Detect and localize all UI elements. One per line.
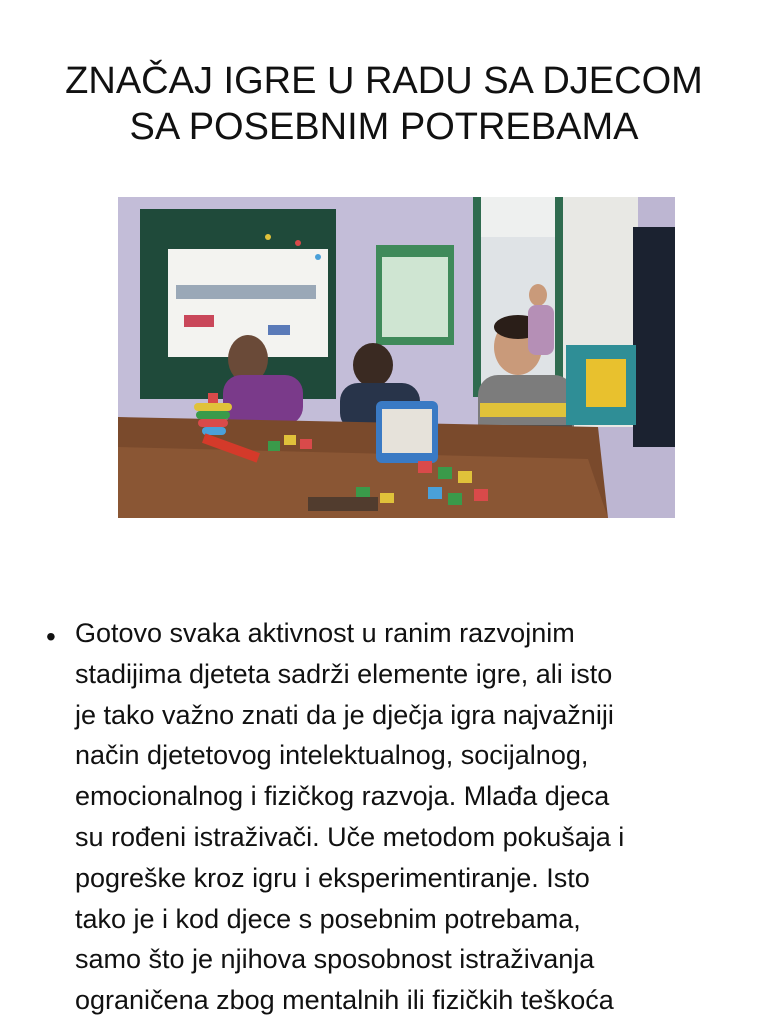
bullet-line-8: tako je i kod djece s posebnim potrebama, — [75, 903, 581, 934]
bullet-line-3: je tako važno znati da je dječja igra najvažniji — [75, 699, 614, 730]
bullet-line-7: pogreške kroz igru i eksperimentiranje. Isto — [75, 862, 590, 893]
bullet-line-9: samo što je njihova sposobnost istraživanja — [75, 944, 595, 975]
bullet-text — [75, 613, 735, 1021]
bullet-line-6: su rođeni istraživači. Uče metodom pokušaja i — [75, 821, 625, 852]
bullet-line-4: način djetetovog intelektualnog, socijalnog, — [75, 740, 589, 771]
slide-title-line-1: ZNAČAJ IGRE U RADU SA DJECOM — [65, 60, 703, 102]
slide-title-line-2: SA POSEBNIM POTREBAMA — [129, 106, 639, 148]
bullet-line-5: emocionalnog i fizičkog razvoja. Mlađa djeca — [75, 781, 610, 812]
bullet-line-2: stadijima djeteta sadrži elemente igre, ali isto — [75, 658, 613, 689]
slide-title — [40, 58, 728, 150]
classroom-photo — [118, 197, 675, 518]
bullet-symbol: • — [46, 621, 56, 652]
bullet-line-10: ograničena zbog mentalnih ili fizičkih teškoća — [75, 985, 614, 1016]
bullet-line-1: Gotovo svaka aktivnost u ranim razvojnim — [75, 618, 575, 648]
